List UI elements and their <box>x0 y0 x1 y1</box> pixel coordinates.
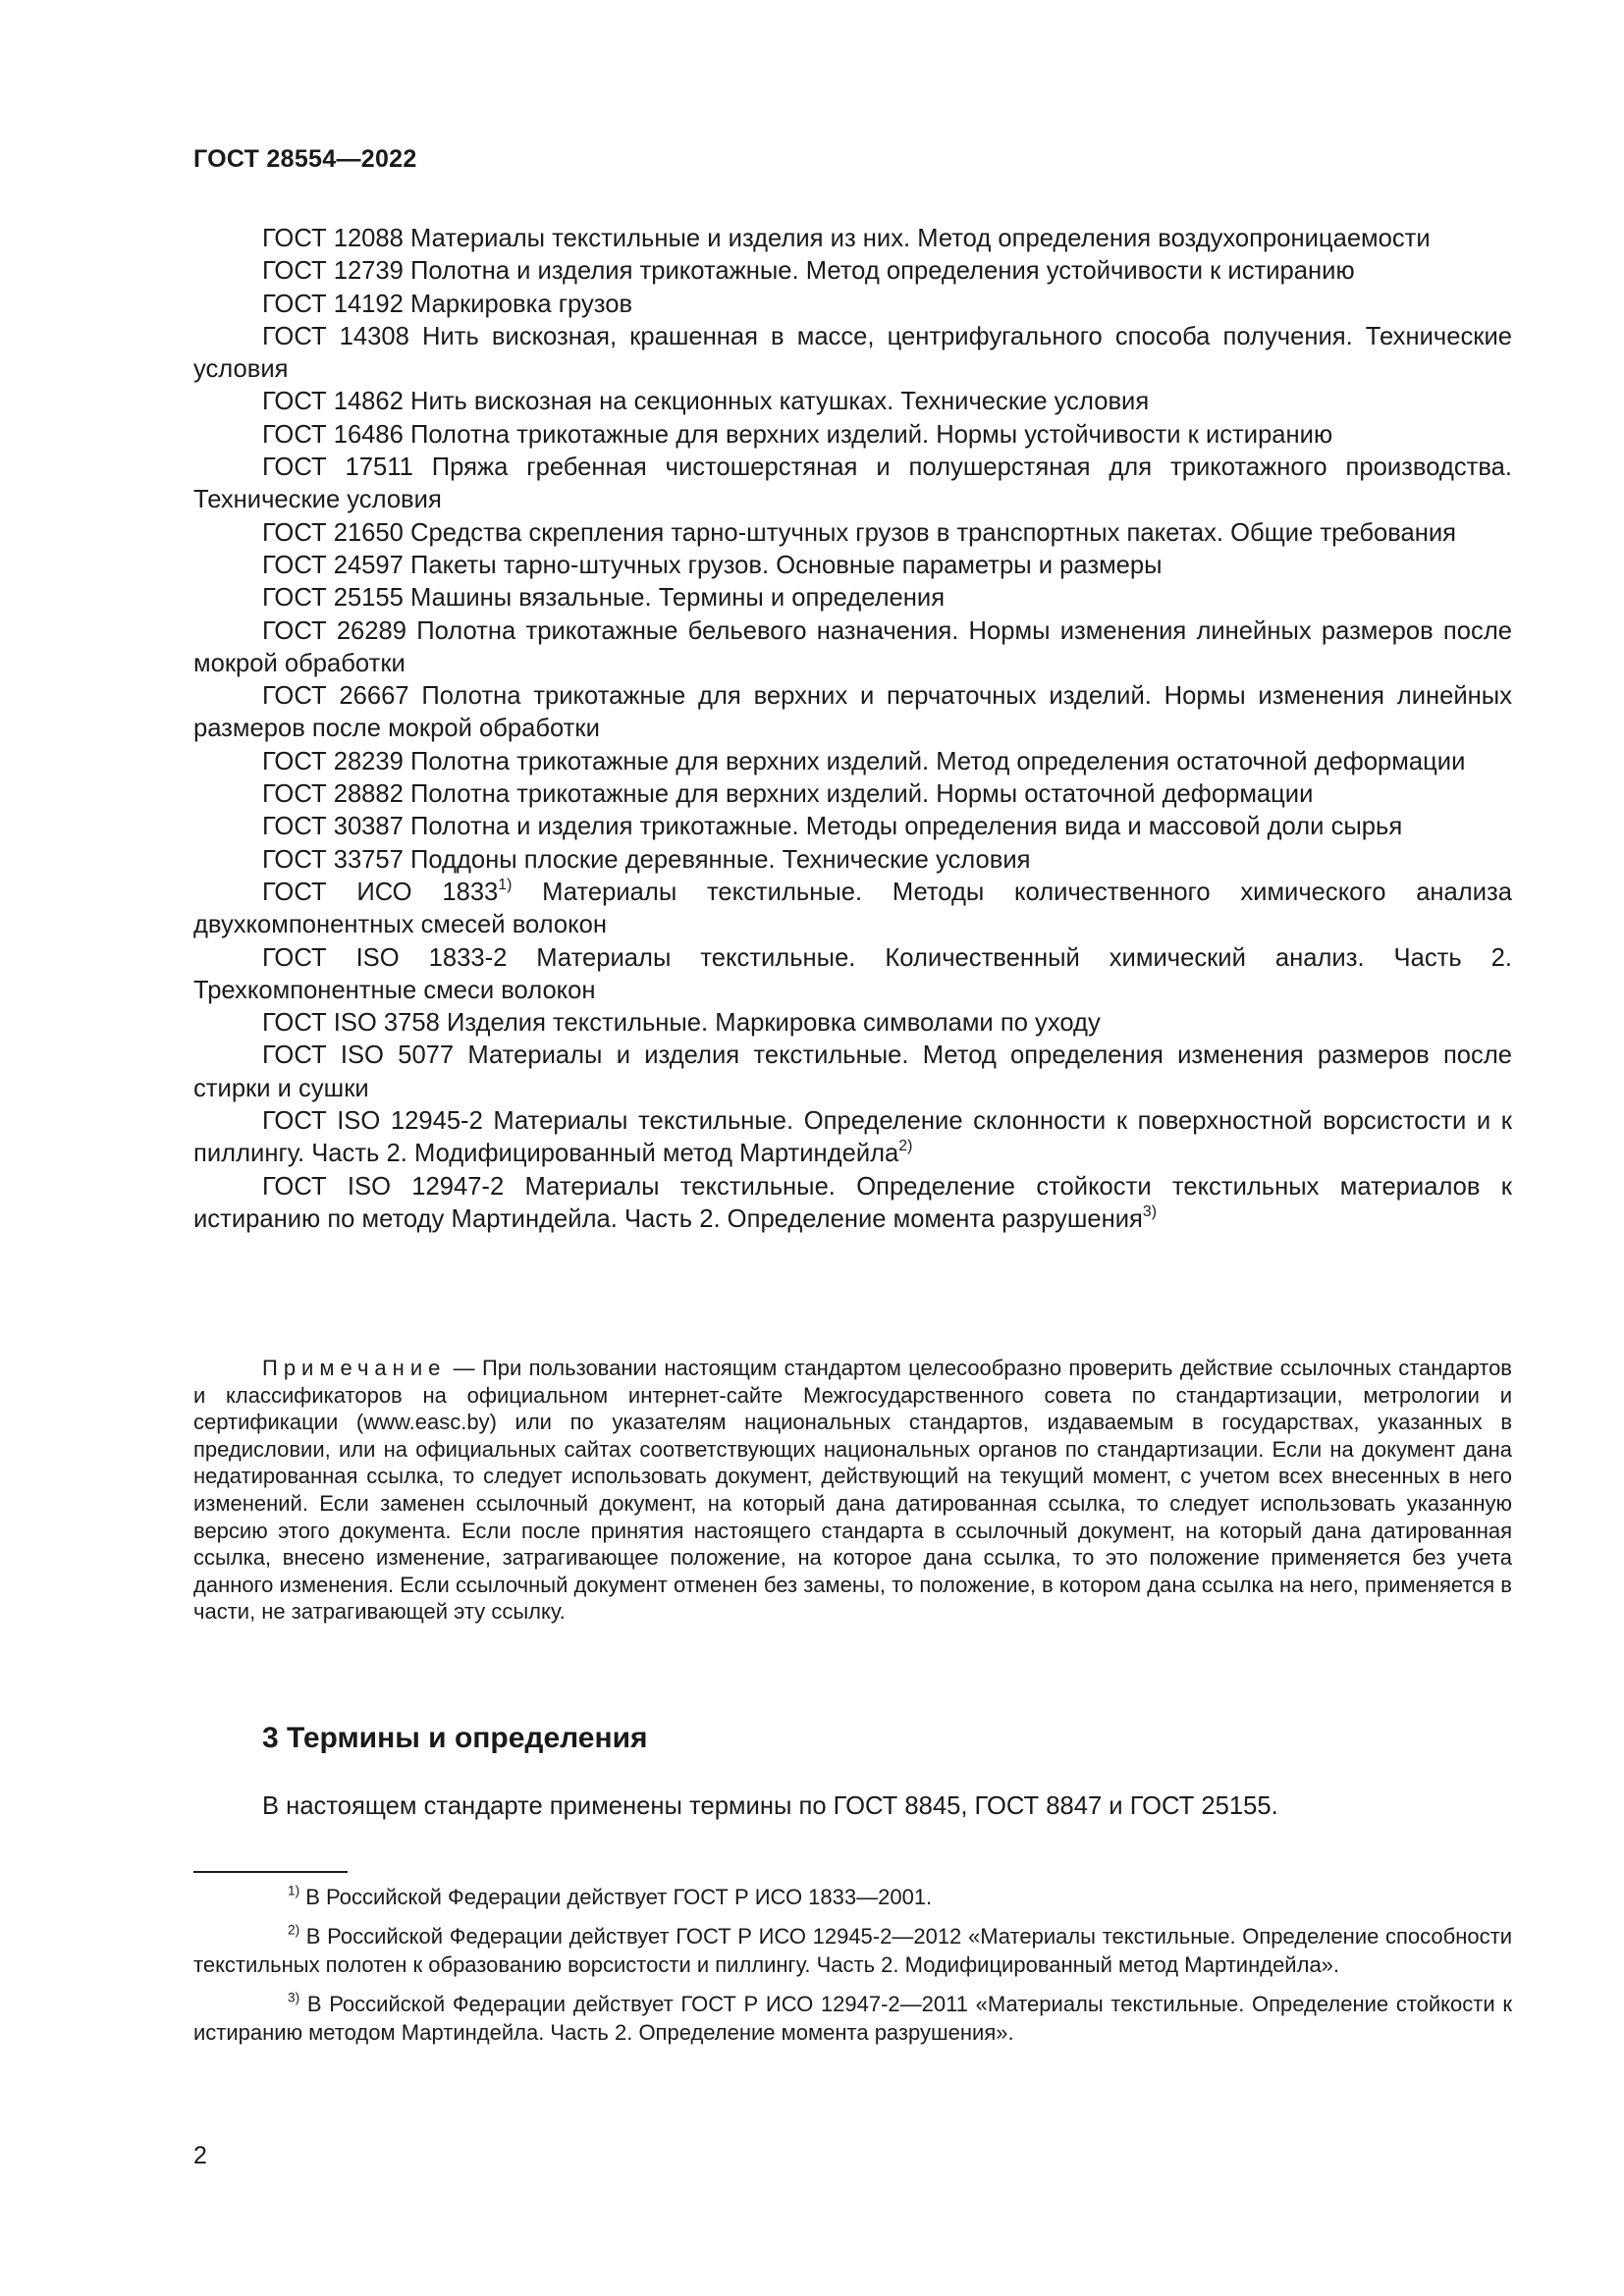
reference-item: ГОСТ 12088 Материалы текстильные и изделия из них. Метод определения воздухопроницаемости <box>262 225 1431 252</box>
reference-item: ГОСТ 17511 Пряжа гребенная чистошерстяная и полушерстяная для трикотажного производства. Технические условия <box>193 454 1512 514</box>
footnote-mark: 2) <box>288 1922 300 1938</box>
footnote <box>193 1883 1512 1911</box>
reference-item: ГОСТ 26289 Полотна трикотажные бельевого назначения. Нормы изменения линейных размеров после мокрой обработки <box>193 616 1512 677</box>
reference-text: Материалы текстильные. Методы количественного химического анализа двухкомпонентных смесей волокон <box>193 878 1512 939</box>
reference-item: ГОСТ 21650 Средства скрепления тарно-штучных грузов в транспортных пакетах. Общие требования <box>262 518 1457 547</box>
reference-item-12945 <box>193 1105 1512 1171</box>
section-body-text: В настоящем стандарте применены термины по ГОСТ 8845, ГОСТ 8847 и ГОСТ 25155. <box>262 1792 1278 1820</box>
footnote-marker-1: 1) <box>498 876 513 893</box>
page-number: 2 <box>193 2142 207 2169</box>
normative-references-list <box>193 223 1512 1236</box>
reference-item: ГОСТ 33757 Поддоны плоские деревянные. Технические условия <box>262 845 1031 874</box>
reference-item: ГОСТ 30387 Полотна и изделия трикотажные. Методы определения вида и массовой доли сырья <box>262 813 1403 841</box>
reference-item: ГОСТ 25155 Машины вязальные. Термины и определения <box>262 584 946 613</box>
reference-item: ГОСТ 28882 Полотна трикотажные для верхних изделий. Нормы остаточной деформации <box>262 780 1314 809</box>
footnote <box>193 1990 1512 2047</box>
page-header-doc-id: ГОСТ 28554—2022 <box>193 145 417 173</box>
reference-item-iso1833 <box>193 877 1512 942</box>
footnote-separator <box>193 1871 348 1873</box>
reference-item: ГОСТ 14192 Маркировка грузов <box>262 290 633 318</box>
footnote <box>193 1922 1512 1979</box>
reference-item: ГОСТ ISO 1833-2 Материалы текстильные. Количественный химический анализ. Часть 2. Трехкомпонентные смеси волокон <box>193 943 1512 1004</box>
reference-item: ГОСТ ISO 5077 Материалы и изделия текстильные. Метод определения изменения размеров после стирки и сушки <box>193 1041 1512 1102</box>
footnote-mark: 3) <box>288 1990 300 2005</box>
reference-item: ГОСТ 26667 Полотна трикотажные для верхних и перчаточных изделий. Нормы изменения линейных размеров после мокрой обработки <box>193 682 1512 743</box>
section-heading: 3 Термины и определения <box>262 1722 648 1754</box>
reference-item: ГОСТ 14308 Нить вискозная, крашенная в массе, центрифугального способа получения. Технические условия <box>193 322 1512 384</box>
reference-item: ГОСТ 16486 Полотна трикотажные для верхних изделий. Нормы устойчивости к истиранию <box>262 420 1333 449</box>
note-text: — При пользовании настоящим стандартом целесообразно проверить действие ссылочных стандартов и классификаторов на официальном интернет-сайте Межгосударственного совета по стандартизации, метрологии и сертификации (www.easc.by) или по указателям национальных стандартов, издаваемым в государствах, указанных в предисловии, или на официальных сайтах соответствующих национальных органов по стандартизации. Если на документ дана недатированная ссылка, то следует использовать документ, действующий на текущий момент, с учетом всех внесенных в него изменений. Если заменен ссылочный документ, на который дана датированная ссылка, то следует использовать указанную версию этого документа. Если после принятия настоящего стандарта в ссылочный документ, на который дана датированная ссылка, внесено изменение, затрагивающее положение, на которое дана ссылка, то это положение применяется без учета данного изменения. Если ссылочный документ отменен без замены, то положение, в котором дана ссылка на него, применяется в части, не затрагивающей эту ссылку. <box>193 1356 1512 1625</box>
reference-text: ГОСТ ISO 12947-2 Материалы текстильные. Определение стойкости текстильных материалов к истиранию по методу Мартиндейла. Часть 2. Определение момента разрушения <box>193 1172 1512 1233</box>
reference-item-12947 <box>193 1171 1512 1237</box>
reference-item: ГОСТ 24597 Пакеты тарно-штучных грузов. Основные параметры и размеры <box>262 551 1163 579</box>
footnote-text: В Российской Федерации действует ГОСТ Р ИСО 12945-2—2012 «Материалы текстильные. Определение способности текстильных полотен к образованию ворсистости и пиллингу. Часть 2. Модифицированный метод Мартиндейла». <box>193 1924 1512 1977</box>
reference-item: ГОСТ 28239 Полотна трикотажные для верхних изделий. Метод определения остаточной деформации <box>262 747 1466 775</box>
reference-item: ГОСТ 14862 Нить вискозная на секционных катушках. Технические условия <box>262 388 1150 416</box>
reference-item: ГОСТ 12739 Полотна и изделия трикотажные. Метод определения устойчивости к истиранию <box>262 257 1355 286</box>
note-paragraph <box>193 1355 1512 1626</box>
footnote-mark: 1) <box>288 1883 300 1898</box>
note-label: Примечание <box>262 1356 447 1380</box>
reference-item: ГОСТ ISO 3758 Изделия текстильные. Маркировка символами по уходу <box>262 1009 1101 1038</box>
footnotes-list <box>193 1883 1512 2057</box>
reference-text: ГОСТ ISO 12945-2 Материалы текстильные. Определение склонности к поверхностной ворсистости и к пиллингу. Часть 2. Модифицированный метод Мартиндейла <box>193 1107 1512 1168</box>
reference-text: ГОСТ ИСО 1833 <box>262 878 499 906</box>
footnote-marker-3: 3) <box>1142 1202 1158 1220</box>
footnote-text: В Российской Федерации действует ГОСТ Р ИСО 12947-2—2011 «Материалы текстильные. Определение стойкости к истиранию методом Мартиндейла. Часть 2. Определение момента разрушения». <box>193 1992 1512 2045</box>
footnote-text: В Российской Федерации действует ГОСТ Р ИСО 1833—2001. <box>299 1885 933 1909</box>
footnote-marker-2: 2) <box>898 1138 913 1155</box>
